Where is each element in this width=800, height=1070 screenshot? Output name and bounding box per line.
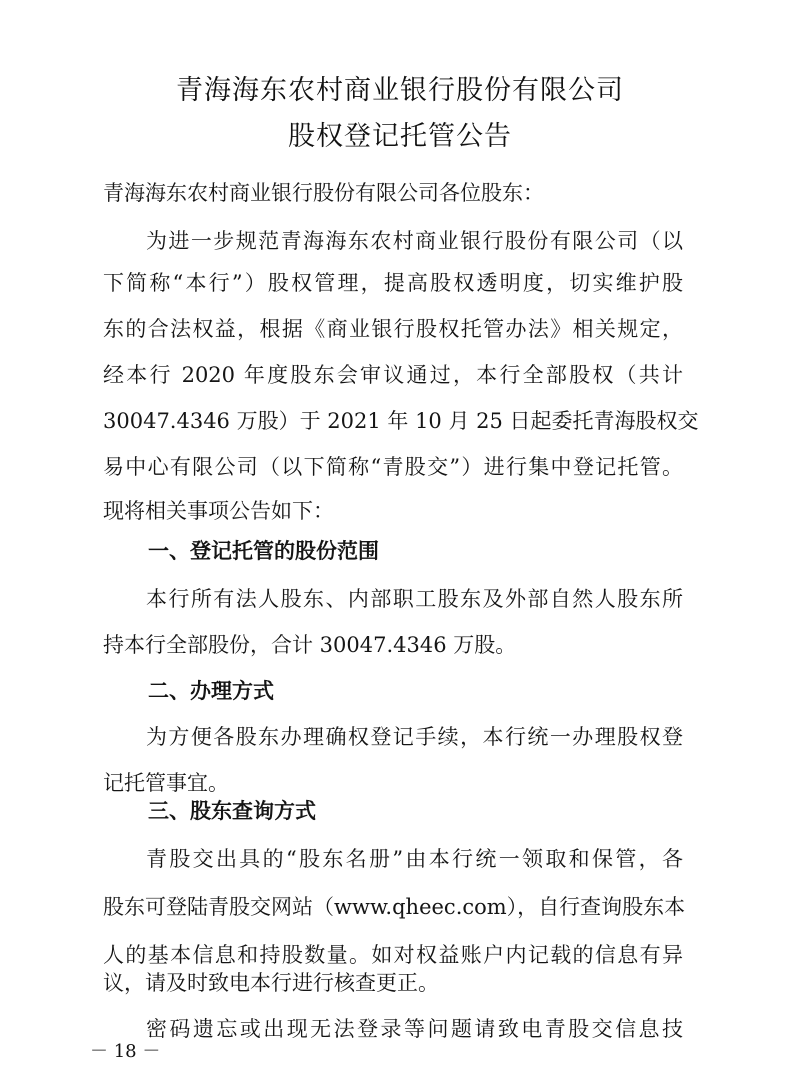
- section-3-line-3: 人的基本信息和持股数量。如对权益账户内记载的信息有异: [103, 943, 683, 967]
- intro-line-4: 经本行 2020 年度股东会审议通过，本行全部股权（共计: [103, 363, 683, 387]
- section-1-line-2: 持本行全部股份，合计 30047.4346 万股。: [103, 633, 517, 657]
- page-number: － 18 －: [90, 1041, 161, 1062]
- intro-line-6: 易中心有限公司（以下简称“青股交”）进行集中登记托管。: [103, 455, 683, 479]
- section-3-line-1: 青股交出具的“股东名册”由本行统一领取和保管，各: [146, 847, 683, 871]
- intro-line-7: 现将相关事项公告如下：: [103, 499, 334, 523]
- salutation: 青海海东农村商业银行股份有限公司各位股东：: [103, 181, 544, 205]
- section-2-line-2: 记托管事宜。: [103, 771, 229, 795]
- intro-line-5: 30047.4346 万股）于 2021 年 10 月 25 日起委托青海股权交: [103, 409, 699, 433]
- intro-line-2: 下简称“本行”）股权管理，提高股权透明度，切实维护股: [103, 271, 683, 295]
- document-title-line-1: 青海海东农村商业银行股份有限公司: [176, 75, 624, 106]
- section-3-line-5-hidden: 密码遗忘或出现无法登录等问题请致电青股交信息技: [146, 1017, 683, 1041]
- document-title-line-2: 股权登记托管公告: [288, 121, 512, 152]
- section-2-line-1: 为方便各股东办理确权登记手续，本行统一办理股权登: [146, 725, 683, 749]
- section-heading-2: 二、办理方式: [148, 679, 274, 703]
- section-1-line-1: 本行所有法人股东、内部职工股东及外部自然人股东所: [146, 587, 683, 611]
- intro-line-1: 为进一步规范青海海东农村商业银行股份有限公司（以: [146, 229, 683, 253]
- section-heading-1: 一、登记托管的股份范围: [148, 539, 379, 563]
- section-3-line-2: 股东可登陆青股交网站（www.qheec.com），自行查询股东本: [103, 895, 686, 919]
- intro-line-3: 东的合法权益，根据《商业银行股权托管办法》相关规定，: [103, 317, 683, 341]
- section-heading-3: 三、股东查询方式: [148, 799, 316, 823]
- section-3-line-4-hidden: 议，请及时致电本行进行核查更正。: [103, 971, 439, 995]
